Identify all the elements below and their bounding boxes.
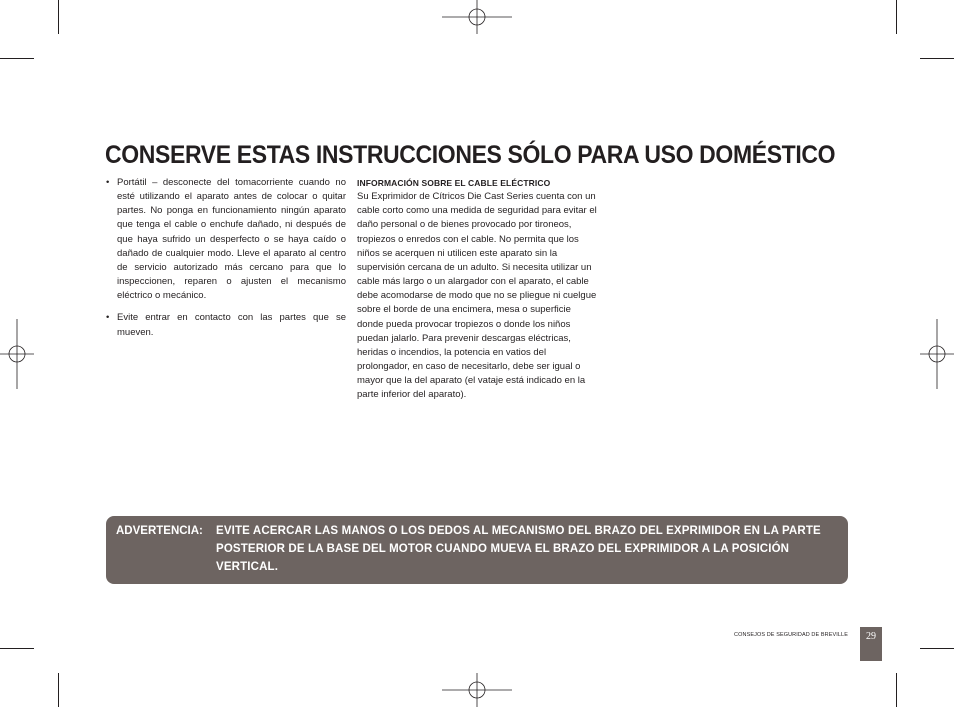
footer-section-label: CONSEJOS DE SEGURIDAD DE BREVILLE: [734, 632, 848, 638]
bullet-text: Portátil – desconecte del tomacorriente cuando no esté utilizando el aparato antes de colocar o quitar partes. No ponga en funcionamiento ningún aparato que tenga el cable o enchufe dañado, ni después de que haya sufrido un desperfecto o se haya caído o dañado de cualquier modo. Lleve el aparato al centro de servicio autorizado más cercano para que lo inspeccionen, reparen o ajusten el mecanismo eléctrico o mecánico.: [117, 177, 346, 302]
crop-mark-top-left-vertical: [58, 0, 59, 34]
list-item: [106, 176, 346, 303]
page-number: 29: [866, 631, 876, 642]
crop-mark-bottom-right-vertical: [896, 673, 897, 707]
crop-mark-bottom-left-horizontal: [0, 648, 34, 649]
warning-label: ADVERTENCIA:: [116, 525, 203, 537]
bullet-text: Evite entrar en contacto con las partes que se mueven.: [117, 312, 346, 338]
registration-mark-top-icon: [442, 0, 512, 34]
crop-mark-bottom-left-vertical: [58, 673, 59, 707]
bullet-icon: •: [106, 312, 110, 324]
crop-mark-top-right-vertical: [896, 0, 897, 34]
crop-mark-top-left-horizontal: [0, 58, 34, 59]
crop-mark-top-right-horizontal: [920, 58, 954, 59]
section-body: Su Exprimidor de Cítricos Die Cast Series cuenta con un cable corto como una medida de seguridad para evitar el daño personal o de bienes provocado por tironeos, tropiezos o enredos con el cable. No permita que los niños se acerquen ni utilicen este aparato sin la supervisión cercana de un adulto. Si necesita utilizar un cable más largo o un alargador con el aparato, el cable debe acomodarse de modo que no se pliegue ni cuelgue sobre el borde de una encimera, mesa o superficie donde pueda provocar tropiezos o donde los niños puedan jalarlo. Para prevenir descargas eléctricas, heridas o incendios, la potencia en vatios del prolongador, en caso de necesitarlo, debe ser igual o mayor que la del aparato (el vataje está indicado en la parte inferior del aparato).: [357, 191, 597, 401]
registration-mark-left-icon: [0, 319, 34, 389]
section-heading: INFORMACIÓN SOBRE EL CABLE ELÉCTRICO: [357, 178, 551, 188]
warning-box: [106, 516, 848, 584]
page-number-tab: [860, 627, 882, 661]
right-column: [357, 176, 599, 403]
list-item: [106, 311, 346, 339]
crop-mark-bottom-right-horizontal: [920, 648, 954, 649]
page-title: CONSERVE ESTAS INSTRUCCIONES SÓLO PARA USO DOMÉSTICO: [105, 141, 836, 169]
left-column: [106, 176, 346, 348]
registration-mark-right-icon: [920, 319, 954, 389]
warning-text: EVITE ACERCAR LAS MANOS O LOS DEDOS AL MECANISMO DEL BRAZO DEL EXPRIMIDOR EN LA PARTE POSTERIOR DE LA BASE DEL MOTOR CUANDO MUEVA EL BRAZO DEL EXPRIMIDOR A LA POSICIÓN VERTICAL.: [216, 525, 821, 573]
bullet-icon: •: [106, 177, 110, 188]
registration-mark-bottom-icon: [442, 673, 512, 707]
